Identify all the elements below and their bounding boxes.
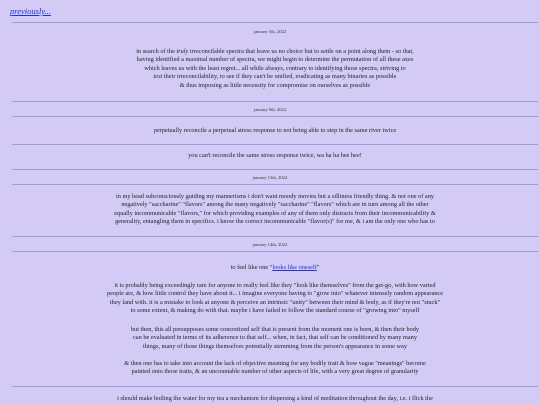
entry-text: [12, 48, 538, 90]
entry-line: having identified a maximal number of spectra, we might begin to determine the permutation of all these axes: [136, 56, 414, 64]
entry-date: january 13th, 2022: [252, 175, 288, 180]
divider: [12, 101, 538, 102]
entry-date: january 9th, 2022: [253, 107, 287, 112]
entry-text: [12, 326, 538, 351]
entry-line: to some extent, & making do with that. maybe i have failed to follow the standard course of "growing into" myself: [130, 307, 420, 315]
divider: [12, 22, 538, 23]
entry-line: people are, & how little control they have about it... i imagine everyone having to "grow into" whatever intensely random appearance: [107, 290, 443, 298]
entry-text: [12, 193, 538, 227]
entry-date: january 5th, 2022: [253, 29, 287, 34]
entry-line: & thus imposing as little necessity for compromise on ourselves as possible: [179, 81, 371, 89]
entry-line: i should make boiling the water for my tea a mechanism for dispersing a kind of meditation throughout the day, i.e. i flick the: [117, 395, 433, 402]
entry-text: [12, 282, 538, 316]
entry-line: test their irreconcilability, to see if they can't be unified, eradicating as many binaries as possible: [153, 73, 397, 81]
divider: [12, 236, 538, 237]
divider: [12, 386, 538, 387]
entry-title: to feel like one "looks like oneself": [230, 264, 320, 271]
divider: [12, 251, 538, 252]
entry-text: [12, 360, 538, 377]
entry-line: in search of the truly irreconcilable spectra that leave us no choice but to settle on a point along them - so that,: [136, 48, 414, 55]
entry-line: it is probably being exceedingly rare for anyone to really feel like they "look like themselves" from the get-go, with how varied: [114, 282, 436, 289]
divider: [12, 184, 538, 185]
entry-line: painted onto those traits, & an uncountable number of other aspects of life, with a very great degree of granularity: [131, 368, 419, 376]
divider: [12, 116, 538, 117]
entry-line: & then one has to take into account the lack of objective meaning for any bodily trait & how vague "meanings" become: [124, 360, 426, 367]
entry-line: can be evaluated in terms of its adherence to that self... when, in fact, that self can be conditioned by many many: [133, 334, 417, 342]
entry-line: but then, this all presupposes some concretized self that is present from the moment one is born, & then their body: [130, 326, 420, 333]
looks-like-oneself-link[interactable]: looks like oneself: [272, 264, 317, 271]
entry-date: january 14th, 2022: [252, 242, 288, 247]
entry-line: generality, entangling them in specifics. i know the correct incommunicable "flavor(s)" for me, & i am the only one who has to: [115, 218, 435, 226]
entry-line: equally incommunicable "flavors," for which providing examples of any of them only distracts from their incommunicability &: [114, 209, 436, 217]
divider: [12, 144, 538, 145]
divider: [12, 169, 538, 170]
entry-line: negatively "saccharine" "flavors" among the many negatively "saccharine" "flavors" which are in turn among all the other: [121, 201, 429, 209]
entry-line: they land with. it is a mistake to look at anyone & perceive an intrinsic "unity" between their mind & body, as if they're not "stuck": [109, 298, 441, 306]
entry-text: you can't reconcile the same stress response twice, wa ha ha hee hee!: [188, 152, 362, 159]
entry-line: which leaves us with the least regret... all while always, contrary to identifying those spectra, striving to: [144, 64, 406, 72]
entry-line: in my head subconsciously guiding my mannerisms i don't want moody movies but a silliness friendly thing. & not one of any: [115, 193, 435, 200]
entry-text: perpetually reconcile a perpetual stress response to not being able to step in the same river twice: [153, 127, 397, 134]
entry-text: [12, 395, 538, 403]
previously-link[interactable]: previously...: [10, 6, 51, 16]
entry-line: things, many of those things themselves potentially stemming from the person's appearance in some way: [143, 342, 407, 350]
